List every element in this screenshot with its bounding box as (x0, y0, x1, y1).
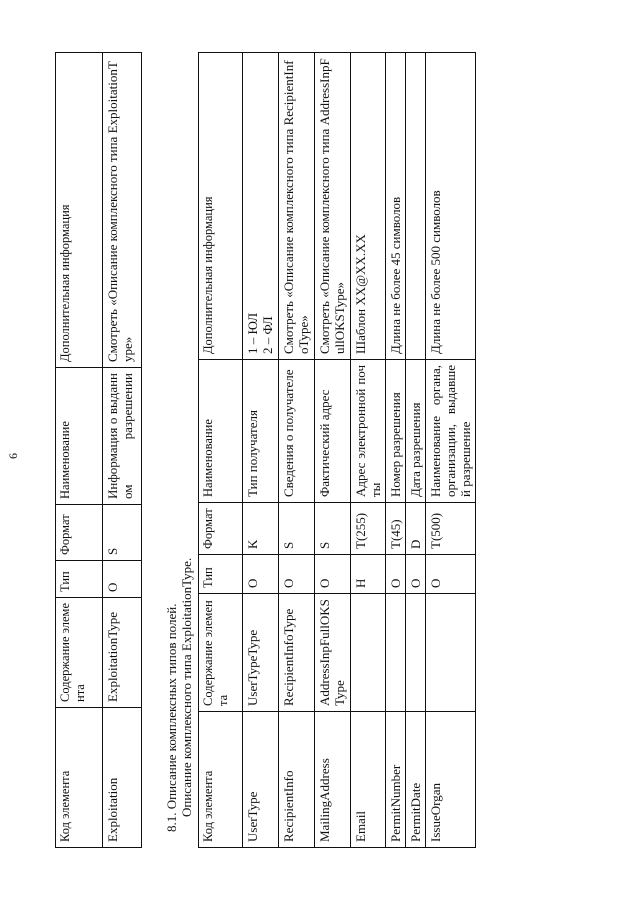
table-cell: D (406, 503, 426, 555)
header-cell: Тип (199, 555, 243, 594)
table-cell: Сведения о получателе (279, 360, 315, 503)
table-cell: Адрес электронной почты (351, 360, 386, 503)
table-row (315, 53, 351, 848)
table-header-row (56, 53, 103, 848)
table-cell: T(255) (351, 503, 386, 555)
header-cell: Код элемента (56, 708, 103, 848)
table-cell: UserType (243, 712, 279, 848)
table-cell: O (243, 555, 279, 594)
table-cell: PermitDate (406, 712, 426, 848)
table-cell: Номер разрешения (386, 360, 406, 503)
table-cell: T(500) (426, 503, 476, 555)
header-cell: Содержание элемента (199, 594, 243, 712)
table-caption: Описание комплексного типа ExploitationType. (179, 557, 194, 817)
table-row (406, 53, 426, 848)
table-cell: AddressInpFullOKSType (315, 594, 351, 712)
table-cell: ExploitationType (103, 598, 142, 708)
table-cell: Длина не более 45 символов (386, 53, 406, 360)
table-cell: UserTypeType (243, 594, 279, 712)
header-cell: Формат (199, 503, 243, 555)
header-cell: Наименование (199, 360, 243, 503)
table-cell: O (279, 555, 315, 594)
table-cell: MailingAddress (315, 712, 351, 848)
table-cell: S (279, 503, 315, 555)
table-cell: O (103, 561, 142, 598)
table-cell: Смотреть «Описание комплексного типа ExploitationType» (103, 53, 142, 368)
table-header-row (199, 53, 243, 848)
table-row (351, 53, 386, 848)
table-cell (406, 594, 426, 712)
header-cell: Дополнительная информация (56, 53, 103, 368)
header-cell: Формат (56, 505, 103, 561)
table-cell: Шаблон XX@XX.XX (351, 53, 386, 360)
table-cell: T(45) (386, 503, 406, 555)
table-cell: Дата разрешения (406, 360, 426, 503)
table-cell: K (243, 503, 279, 555)
header-cell: Тип (56, 561, 103, 598)
table-row (243, 53, 279, 848)
header-cell: Дополнительная информация (199, 53, 243, 360)
table-cell (426, 594, 476, 712)
table-cell: 1 – ЮЛ 2 – ФЛ (243, 53, 279, 360)
table-cell: H (351, 555, 386, 594)
table-cell: S (315, 503, 351, 555)
table-cell: PermitNumber (386, 712, 406, 848)
header-cell: Наименование (56, 368, 103, 505)
table-cell: Фактический адрес (315, 360, 351, 503)
exploitation-table (55, 52, 142, 848)
header-cell: Код элемента (199, 712, 243, 848)
table-cell: O (315, 555, 351, 594)
table-cell: Email (351, 712, 386, 848)
section-heading: 8.1. Описание комплексных типов полей. (164, 603, 179, 832)
table-cell: Тип получателя (243, 360, 279, 503)
table-cell: S (103, 505, 142, 561)
table-row (279, 53, 315, 848)
table-cell: Смотреть «Описание комплексного типа AddressInpFullOKSType» (315, 53, 351, 360)
table-cell (386, 594, 406, 712)
table-cell: O (386, 555, 406, 594)
table-cell (406, 53, 426, 360)
table-cell: O (426, 555, 476, 594)
table-cell (351, 594, 386, 712)
table-cell: Наименование органа, организации, выдавшей разрешение (426, 360, 476, 503)
table-cell: RecipientInfo (279, 712, 315, 848)
header-cell: Содержание элемента (56, 598, 103, 708)
page-number: 6 (6, 453, 20, 459)
table-row (426, 53, 476, 848)
table-cell: O (406, 555, 426, 594)
table-cell: Exploitation (103, 708, 142, 848)
table-cell: Смотреть «Описание комплексного типа RecipientInfoType» (279, 53, 315, 360)
table-cell: IssueOrgan (426, 712, 476, 848)
table-cell: Длина не более 500 символов (426, 53, 476, 360)
table-cell: RecipientInfoType (279, 594, 315, 712)
table-row (386, 53, 406, 848)
exploitation-type-table (198, 52, 476, 848)
table-cell: Информация о выданном разрешении (103, 368, 142, 505)
table-row (103, 53, 142, 848)
